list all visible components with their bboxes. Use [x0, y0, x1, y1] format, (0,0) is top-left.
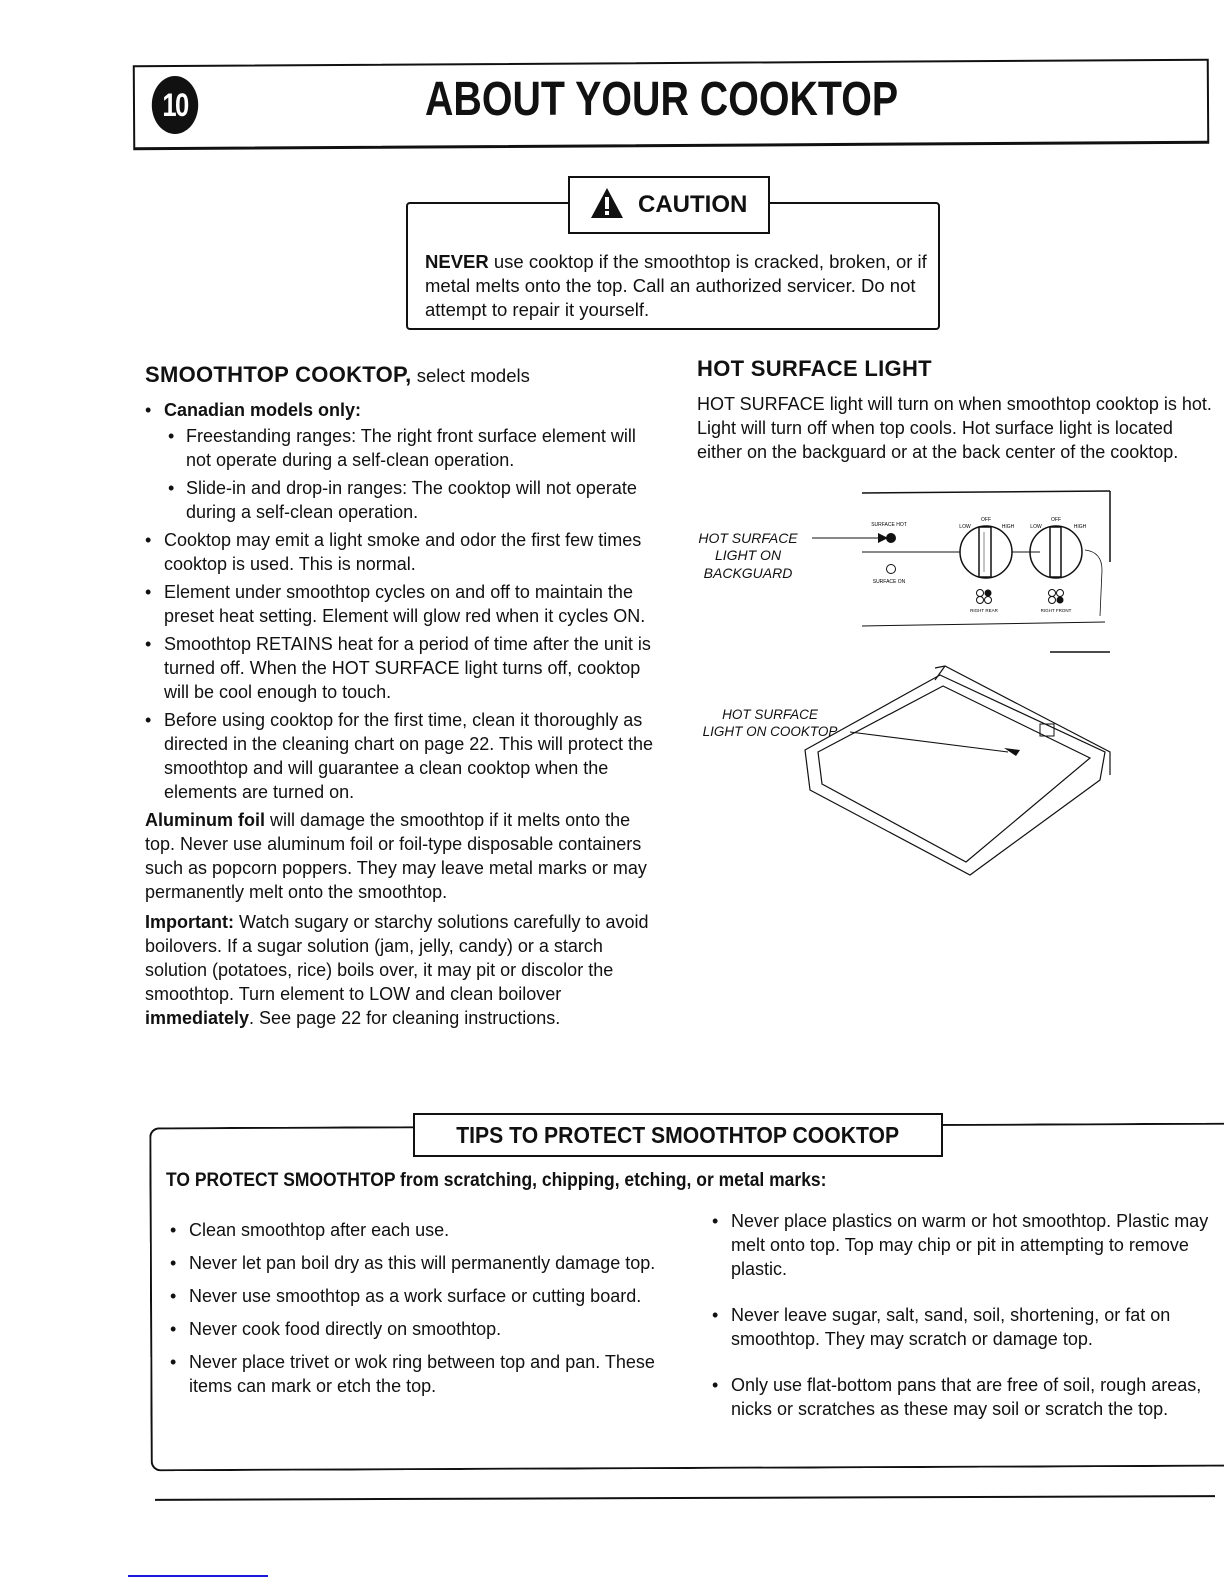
list-item: • Only use flat-bottom pans that are free of soil, rough areas, nicks or scratches as these may soil or scratch the top. — [712, 1373, 1212, 1421]
list-item: • Never use smoothtop as a work surface or cutting board. — [170, 1284, 660, 1308]
backguard-label-line3: BACKGUARD — [703, 565, 793, 581]
surface-on-indicator-icon — [887, 565, 896, 574]
hot-surface-section — [697, 356, 1212, 464]
svg-text:OFF: OFF — [981, 517, 991, 523]
svg-text:SURFACE ON: SURFACE ON — [872, 579, 906, 585]
tips-right-list — [712, 1209, 1212, 1421]
canadian-label: Canadian models only: — [164, 400, 362, 420]
chapter-number-badge — [152, 76, 198, 134]
tips-left-list — [170, 1218, 660, 1398]
important-text-1: Watch sugary or starchy solutions carefully to avoid boilovers. If a sugar solution (jam, jelly, candy) or a starch solution (potatoes, rice) boils over, it may pit or discolor the smoothtop. Turn element to LOW and clean boilover — [145, 912, 649, 1004]
tips-header — [413, 1113, 943, 1157]
important-paragraph — [145, 910, 665, 1030]
smoothtop-title: SMOOTHTOP COOKTOP, — [145, 362, 412, 387]
chapter-number: 10 — [162, 86, 188, 123]
svg-text:RIGHT REAR: RIGHT REAR — [970, 608, 998, 613]
page-title: ABOUT YOUR COOKTOP — [425, 73, 899, 126]
list-item: • Never place trivet or wok ring between top and pan. These items can mark or etch the top. — [170, 1350, 660, 1398]
caution-text — [425, 250, 935, 322]
list-item: • Slide-in and drop-in ranges: The cooktop will not operate during a self-clean operation. — [164, 476, 665, 524]
aluminum-text: will damage the smoothtop if it melts onto the top. Never use aluminum foil or foil-type disposable containers such as popcorn poppers. They may leave metal marks or may permanently melt onto the smoothtop. — [145, 810, 647, 902]
backguard-label-line1: HOT SURFACE — [698, 530, 798, 546]
hot-surface-text: HOT SURFACE light will turn on when smoothtop cooktop is hot. Light will turn off when top cools. Hot surface light is located either on the backguard or at the back center of the cooktop. — [697, 394, 1212, 462]
hot-surface-diagram — [690, 490, 1120, 890]
warning-triangle-icon — [590, 187, 624, 224]
caution-lead: NEVER — [425, 251, 489, 272]
knob-right-front-icon — [1030, 517, 1087, 613]
list-item: • Clean smoothtop after each use. — [170, 1218, 660, 1242]
smoothtop-section — [145, 362, 665, 1036]
aluminum-foil-paragraph — [145, 808, 665, 904]
page-bottom-rule — [155, 1495, 1215, 1501]
knob-right-rear-icon — [959, 517, 1014, 613]
smoothtop-subtitle: select models — [411, 365, 530, 386]
list-item: • Before using cooktop for the first time, clean it thoroughly as directed in the cleaning chart on page 22. This will protect the smoothtop and will guarantee a clean cooktop when the elements are turned on. — [145, 708, 665, 804]
list-item: • Never place plastics on warm or hot smoothtop. Plastic may melt onto top. Top may chip or pit in attempting to remove plastic. — [712, 1209, 1212, 1281]
svg-text:LOW: LOW — [959, 524, 971, 530]
svg-text:LOW: LOW — [1030, 524, 1042, 530]
list-item: • Freestanding ranges: The right front surface element will not operate during a self-clean operation. — [164, 424, 665, 472]
backguard-label — [698, 530, 798, 581]
hot-surface-indicator-icon — [886, 533, 896, 543]
list-item: • Never leave sugar, salt, sand, soil, shortening, or fat on smoothtop. They may scratch or damage top. — [712, 1303, 1212, 1351]
list-item: • Never let pan boil dry as this will permanently damage top. — [170, 1251, 660, 1275]
svg-text:RIGHT FRONT: RIGHT FRONT — [1040, 608, 1072, 613]
hot-surface-title: HOT SURFACE LIGHT — [697, 356, 932, 381]
list-item: • Never cook food directly on smoothtop. — [170, 1317, 660, 1341]
svg-text:HIGH: HIGH — [1001, 524, 1015, 530]
svg-text:SURFACE HOT: SURFACE HOT — [871, 522, 907, 528]
svg-text:OFF: OFF — [1051, 517, 1061, 523]
svg-text:HIGH: HIGH — [1073, 524, 1087, 530]
tips-title: TIPS TO PROTECT SMOOTHTOP COOKTOP — [456, 1121, 900, 1148]
list-item: • Cooktop may emit a light smoke and odor the first few times cooktop is used. This is normal. — [145, 528, 665, 576]
caution-label: CAUTION — [638, 191, 748, 218]
smoothtop-bullets — [145, 398, 665, 804]
aluminum-lead: Aluminum foil — [145, 810, 265, 830]
smoothtop-heading — [145, 362, 665, 388]
caution-header — [568, 176, 770, 234]
list-item: • Smoothtop RETAINS heat for a period of time after the unit is turned off. When the HOT SURFACE light turns off, cooktop will be cool enough to touch. — [145, 632, 665, 704]
tips-left-column — [170, 1218, 660, 1407]
tips-intro: TO PROTECT SMOOTHTOP from scratching, chipping, etching, or metal marks: — [166, 1170, 827, 1191]
list-item — [145, 398, 665, 524]
important-emphasis: immediately — [145, 1008, 250, 1028]
caution-body: use cooktop if the smoothtop is cracked, broken, or if metal melts onto the top. Call an authorized servicer. Do not attempt to repair it yourself. — [425, 251, 927, 320]
backguard-label-line2: LIGHT ON — [714, 547, 782, 563]
important-lead: Important: — [145, 912, 234, 932]
cooktop-label-line2: LIGHT ON COOKTOP — [702, 724, 838, 739]
cooktop-illustration — [805, 666, 1110, 875]
list-item: • Element under smoothtop cycles on and off to maintain the preset heat setting. Element will glow red when it cycles ON. — [145, 580, 665, 628]
link-underline[interactable] — [128, 1575, 268, 1577]
tips-right-column — [712, 1209, 1212, 1443]
important-text-2: . See page 22 for cleaning instructions. — [249, 1008, 561, 1028]
canadian-sublist — [164, 424, 665, 524]
cooktop-label-line1: HOT SURFACE — [722, 707, 818, 722]
